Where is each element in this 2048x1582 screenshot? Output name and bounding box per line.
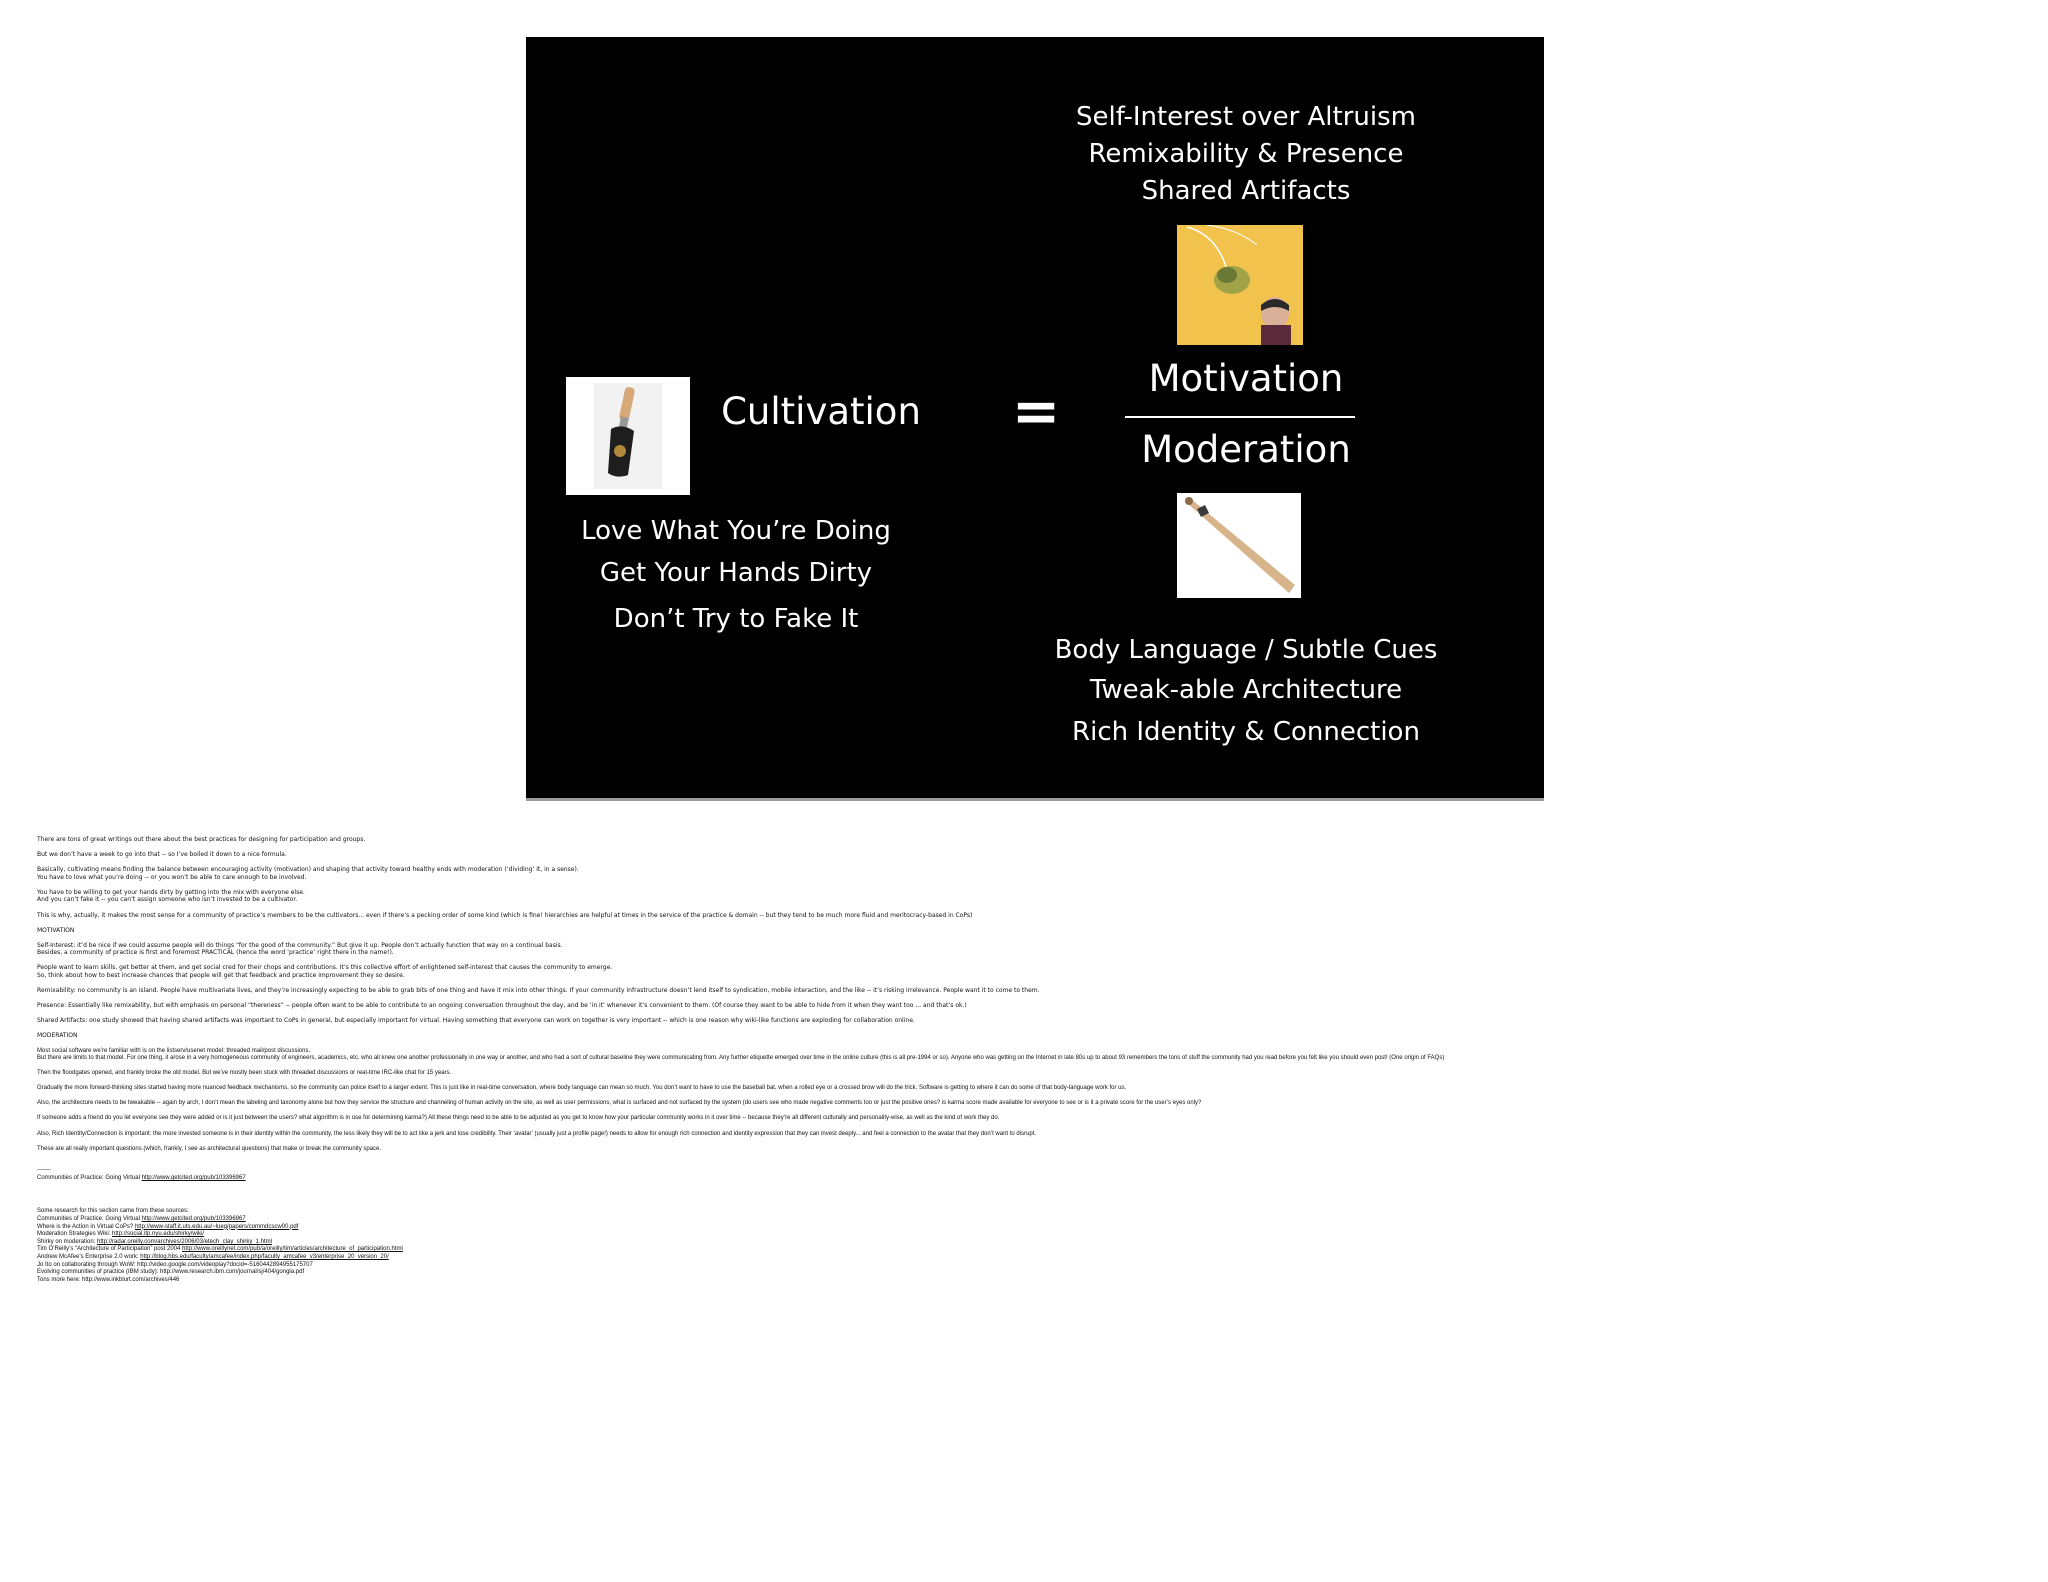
note-p9: Presence: Essentially like remixability, but with emphasis on personal “thereness” -- people often want to be able to contribute to an ongoing conversation throughout the day, and be ‘in it’ whenever it’s convenient to them. (Of course they want to be able to hide from it when they want too ... and that’s ok.) (37, 1002, 967, 1010)
speaker-notes (37, 836, 1517, 1284)
source-link[interactable]: http://www.oreillynet.com/pub/a/oreilly/tim/articles/architecture_of_participation.html (182, 1246, 403, 1253)
source-label: Andrew McAfee’s Enterprise 2.0 work: (37, 1254, 141, 1260)
source-link[interactable]: http://radar.oreilly.com/archives/2006/03/etech_clay_shirky_1.html (97, 1238, 273, 1245)
source-label: Evolving communities of practice (IBM study): http://www.research.ibm.com/journal/sj/404/gongla.pdf (37, 1269, 305, 1276)
slide (526, 37, 1544, 799)
top-points (996, 99, 1496, 210)
source-item (37, 1224, 1517, 1232)
moderation-label: Moderation (1141, 428, 1351, 471)
note-p7a: People want to learn skills, get better at them, and get social cred for their chops and contributions. It’s this collective effort of enlightened self-interest that causes the community to emerge. (37, 964, 613, 972)
note-p14: Also, the architecture needs to be tweakable -- again by arch, I don’t mean the labeling and taxonomy alone but how they service the structure and channeling of human activity on the site, as well as user permissions, what is surfaced and not surfaced by the system (do users see who made negative comments too or just the positive ones? is karma score made available for everyone to see or is it a private score for the user’s eyes only? (37, 1100, 1202, 1107)
source-label: Where is the Action in Virtual CoPs? (37, 1223, 135, 1230)
sources-intro: Some research for this section came from these sources: (37, 1208, 189, 1215)
source-item (37, 1246, 1517, 1254)
note-p12: Then the floodgates opened, and frankly broke the old model. But we’ve mostly been stuck with threaded discussions or real-time IRC-like chat for 15 years. (37, 1070, 452, 1077)
cultivation-label: Cultivation (721, 390, 921, 433)
slide-bottom-rule (526, 798, 1544, 801)
point-self-interest: Self-Interest over Altruism (1075, 102, 1416, 132)
note-heading-moderation: MODERATION (37, 1032, 78, 1040)
note-p17: These are all really important questions (which, frankly, I see as architectural questions) that make or break the community space. (37, 1145, 382, 1152)
source-label: Tim O’Reilly’s “Architecture of Participation” post 2004 (37, 1246, 183, 1253)
point-identity: Rich Identity & Connection (1072, 717, 1420, 747)
trowel-photo (566, 377, 690, 495)
source-item (37, 1254, 1517, 1262)
point-hands-dirty: Get Your Hands Dirty (599, 558, 873, 588)
note-p6b: Besides, a community of practice is first and foremost PRACTICAL (hence the word ‘practice’ right there in the name!). (37, 949, 394, 957)
motivation-label: Motivation (1148, 357, 1344, 400)
source-item (37, 1269, 1517, 1277)
source-item (37, 1216, 1517, 1224)
equals-sign: = (1011, 377, 1061, 445)
fraction-line (1125, 416, 1355, 418)
note-p4 (37, 889, 1517, 904)
point-fake-it: Don’t Try to Fake It (613, 604, 859, 634)
source-label: Jo Ito on collaborating through WoW: http://video.google.com/videoplay?docid=-5160442894955175707 (37, 1261, 313, 1268)
point-shared-artifacts: Shared Artifacts (1141, 176, 1351, 206)
source-label: Shirky on moderation: (37, 1238, 98, 1245)
note-p8: Remixability: no community is an island. People have multivariate lives, and they’re increasingly expecting to be able to grab bits of one thing and have it mix into other things. If your community infrastructure doesn’t lend itself to syndication, mobile interaction, and the like -- it’s risking irrelevance. People want it to come to them. (37, 987, 1040, 995)
sources-list (37, 1208, 1517, 1284)
note-p3a: Basically, cultivating means finding the balance between encouraging activity (motivation) and shaping that activity toward healthy ends with moderation (‘dividing’ it, in a sense). (37, 866, 579, 874)
note-p6a: Self-Interest: it’d be nice if we could assume people will do things “for the good of the community.” But give it up. People don’t actually function that way on a continual basis. (37, 941, 563, 949)
note-separator: ------- (37, 1167, 51, 1174)
brain-photo-graphic (1177, 225, 1303, 345)
note-p3b: You have to love what you’re doing -- or you won’t be able to care enough to be involved. (37, 873, 307, 881)
note-p6 (37, 942, 1517, 957)
note-p11 (37, 1048, 1517, 1063)
source-link[interactable]: http://www-staff.it.uts.edu.au/~lueg/papers/commdcscw00.pdf (134, 1223, 299, 1230)
source-item (37, 1277, 1517, 1285)
note-p10: Shared Artifacts: one study showed that having shared artifacts was important to CoPs in general, but especially important for virtual. Having something that everyone can work on together is very important -- which is one reason why wiki-like functions are exploding for collaboration online. (37, 1017, 915, 1025)
note-p1: There are tons of great writings out there about the best practices for designing for participation and groups. (37, 836, 366, 843)
source-item (37, 1231, 1517, 1239)
source-label: Tons more here: http://www.inkblurt.com/archives/446 (37, 1276, 180, 1283)
cop-label: Communities of Practice: Going Virtual (37, 1174, 142, 1181)
note-cop-reference (37, 1175, 1517, 1183)
note-p7 (37, 964, 1517, 979)
source-label: Moderation Strategies Wiki: (37, 1231, 113, 1238)
source-item (37, 1239, 1517, 1247)
note-p11a: Most social software we’re familiar with is on the listserv/usenet model: threaded mail/post discussions. (37, 1047, 311, 1054)
source-item (37, 1262, 1517, 1270)
cop-link[interactable]: http://www.getcited.org/pub/103396967 (141, 1174, 246, 1181)
bat-photo-graphic (1177, 493, 1301, 598)
source-link[interactable]: http://blog.hbs.edu/faculty/amcafee/index.php/faculty_amcafee_v3/enterprise_20_version_20/ (140, 1254, 389, 1260)
source-label: Communities of Practice: Going Virtual (37, 1216, 142, 1223)
point-architecture: Tweak-able Architecture (1089, 675, 1403, 705)
baseball-bat-photo (1177, 493, 1301, 598)
note-p13: Gradually the more forward-thinking sites started having more nuanced feedback mechanisms, so the community can police itself to a larger extent. This is just like in real-time conversation, where body language can mean so much. You don’t want to have to use the baseball bat, when a rolled eye or a crossed brow will do the trick. Software is getting to where it can do some of that body-language work for us. (37, 1085, 1127, 1092)
point-body-language: Body Language / Subtle Cues (1054, 635, 1438, 665)
point-love: Love What You’re Doing (581, 516, 891, 546)
trowel-photo-graphic (566, 377, 690, 495)
brain-photo (1177, 225, 1303, 345)
note-p15: If someone adds a friend do you let everyone see they were added or is it just between the users? what algorithm is in use for determining karma?) All these things need to be able to be adjusted as you get to know how your particular community works in it over time -- because they’re all different culturally and personality-wise, as well as the kind of work they do. (37, 1115, 1000, 1122)
note-heading-motivation: MOTIVATION (37, 926, 75, 934)
point-remixability: Remixability & Presence (1088, 139, 1404, 169)
note-p4b: And you can’t fake it -- you can’t assign someone who isn’t invested to be a cultivator. (37, 896, 298, 904)
note-p3 (37, 866, 1517, 881)
source-link[interactable]: http://social.itp.nyu.edu/shirky/wiki/ (112, 1231, 205, 1238)
note-p7b: So, think about how to best increase chances that people will get that feedback and practice improvement they so desire. (37, 972, 405, 980)
note-p16: Also, Rich Identity/Connection is important: the more invested someone is in their identity within the community, the less likely they will be to act like a jerk and lose credibility. Their ‘avatar’ (usually just a profile page!) needs to allow for enough rich connection and identity expression that they can invest deeply... and feel a connection to the avatar that they don’t want to disrupt. (37, 1130, 1037, 1137)
note-p11b: But there are limits to that model. For one thing, it arose in a very homogeneous community of engineers, academics, etc. who all knew one another professionally in one way or another, and who had a sort of cultural baseline they were communicating from. Any further etiquette emerged over time in the online culture (this is all pre-1994 or so). Anyone who was getting on the Internet in late 80s up to about 93 remembers the tons of stuff the community had you read before you felt like you should even post! (One origin of FAQs) (37, 1055, 1445, 1062)
note-p5: This is why, actually, it makes the most sense for a community of practice’s members to be the cultivators... even if there’s a pecking order of some kind (which is fine! hierarchies are helpful at times in the service of the practice & domain -- but they tend to be much more fluid and meritocracy-based in CoPs) (37, 911, 973, 919)
source-link[interactable]: http://www.getcited.org/pub/103396967 (141, 1216, 246, 1223)
note-p2: But we don’t have a week to go into that -- so I’ve boiled it down to a nice formula. (37, 851, 287, 859)
note-p4a: You have to be willing to get your hands dirty by getting into the mix with everyone else. (37, 888, 305, 896)
